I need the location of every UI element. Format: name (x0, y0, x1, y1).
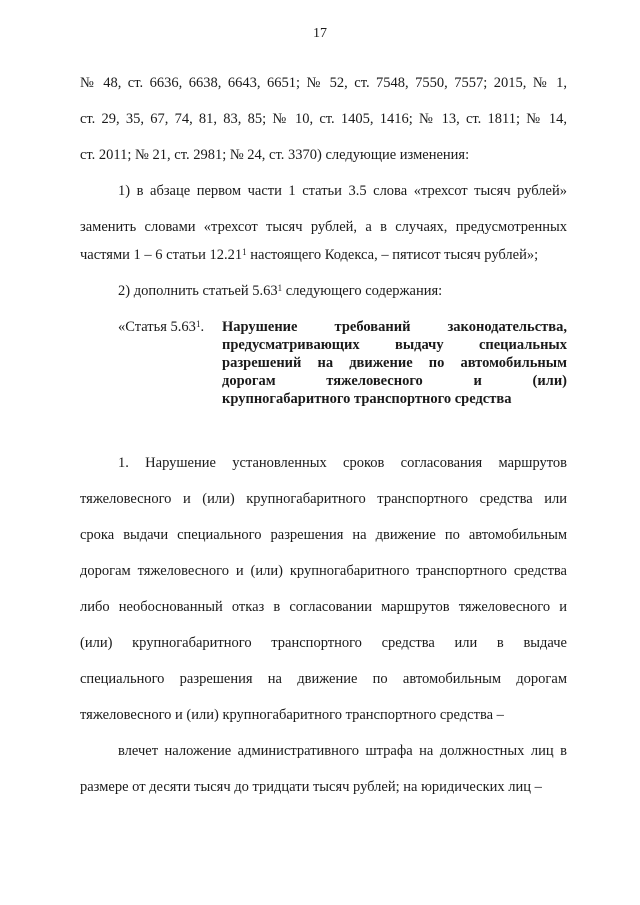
superscript: 1 (242, 247, 247, 257)
item1-line1: 1) в абзаце первом части 1 статьи 3.5 слова «трехсот тысяч рублей» (118, 183, 567, 199)
text-span: настоящего Кодекса, – пятисот тысяч рублей»; (246, 247, 539, 263)
text-span: 2) дополнить статьей 5.63 (118, 283, 278, 299)
article-title-line: Нарушение требований законодательства, (222, 319, 567, 335)
penalty-line: размере от десяти тысяч до тридцати тысяч рублей; на юридических лиц – (80, 779, 542, 795)
article-title-line: крупногабаритного транспортного средства (222, 391, 512, 407)
body-line: тяжеловесного и (или) крупногабаритного транспортного средства – (80, 707, 504, 723)
item1-line3 (80, 246, 567, 264)
text-line: № 48, ст. 6636, 6638, 6643, 6651; № 52, ст. 7548, 7550, 7557; 2015, № 1, (80, 75, 567, 91)
text-span: частями 1 – 6 статьи 12.21 (80, 247, 243, 263)
article-title-line: предусматривающих выдачу специальных (222, 337, 567, 353)
body-line: специального разрешения на движение по автомобильным дорогам (80, 671, 567, 687)
penalty-line: влечет наложение административного штрафа на должностных лиц в (118, 743, 567, 759)
text-line: ст. 2011; № 21, ст. 2981; № 24, ст. 3370) следующие изменения: (80, 147, 470, 163)
superscript: 1 (277, 283, 283, 293)
text-span: . (200, 319, 205, 335)
body-line: срока выдачи специального разрешения на движение по автомобильным (80, 527, 567, 543)
article-title-line: дорогам тяжеловесного и (или) (222, 373, 567, 389)
text-line: ст. 29, 35, 67, 74, 81, 83, 85; № 10, ст. 1405, 1416; № 13, ст. 1811; № 14, (80, 111, 567, 127)
text-span: следующего содержания: (282, 283, 443, 299)
body-line: дорогам тяжеловесного и (или) крупногабаритного транспортного средства (80, 563, 567, 579)
body-line: либо необоснованный отказ в согласовании маршрутов тяжеловесного и (80, 599, 567, 615)
page-number: 17 (313, 26, 327, 41)
item1-line2: заменить словами «трехсот тысяч рублей, а в случаях, предусмотренных (80, 219, 567, 235)
superscript: 1 (195, 319, 201, 329)
body-line: тяжеловесного и (или) крупногабаритного транспортного средства или (80, 491, 567, 507)
body-line: 1. Нарушение установленных сроков согласования маршрутов (118, 455, 567, 471)
article-label (118, 318, 204, 336)
text-span: «Статья 5.63 (118, 319, 196, 335)
article-title-line: разрешений на движение по автомобильным (222, 355, 567, 371)
body-line: (или) крупногабаритного транспортного средства или в выдаче (80, 635, 567, 651)
item2-line (118, 282, 567, 300)
